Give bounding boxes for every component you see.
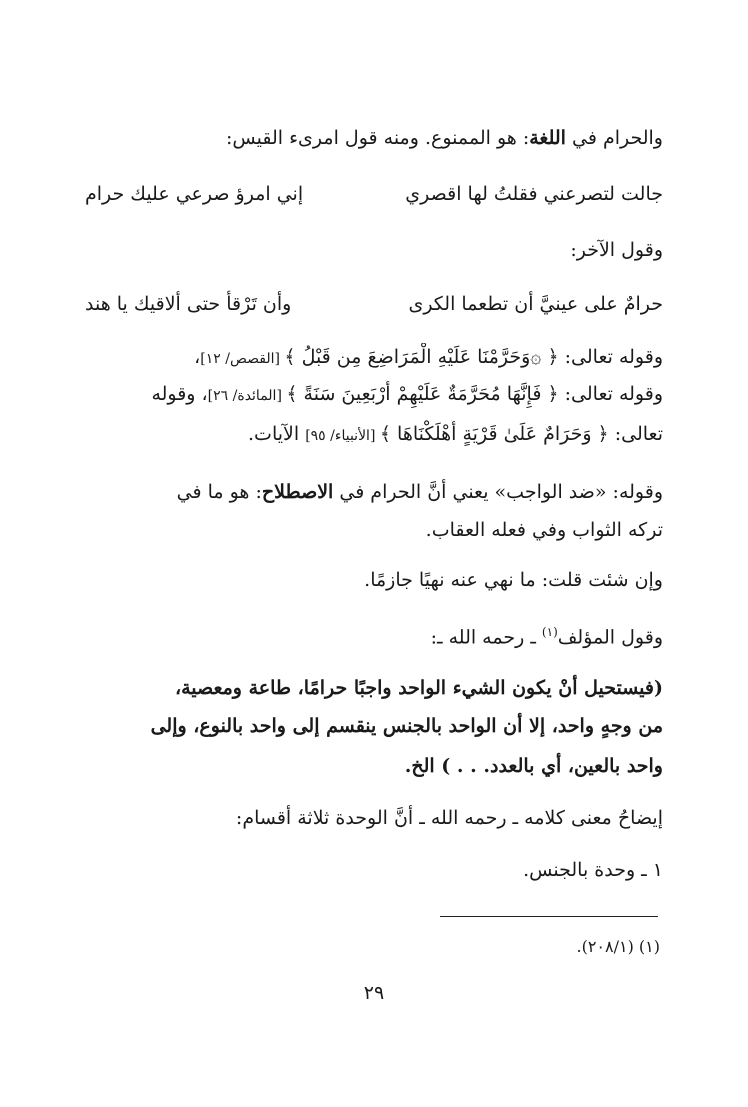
term-lugha: اللغة [529, 127, 566, 149]
explanation-line: إيضاحُ معنى كلامه ـ رحمه الله ـ أنَّ الوحدة ثلاثة أقسام: [235, 807, 663, 829]
verse-2-first-hemistich: حرامٌ على عينيَّ أن تطعما الكرى [408, 293, 663, 315]
verse-1-first-hemistich: جالت لتصرعني فقلتُ لها اقصري [405, 183, 663, 205]
division-item-1: ١ ـ وحدة بالجنس. [523, 859, 663, 881]
quran-verse-qasas: ﴿ ۞وَحَرَّمْنَا عَلَيْهِ الْمَرَاضِعَ مِن قَبْلُ ﴾ [284, 346, 559, 368]
other-poet-line: وقول الآخر: [570, 239, 663, 261]
alternate-definition: وإن شئت قلت: ما نهي عنه نهيًا جازمًا. [364, 569, 663, 591]
poetry-verse-1 [85, 180, 663, 208]
technical-definition-line-2: تركه الثواب وفي فعله العقاب. [425, 519, 663, 541]
footnote-1: (١) (٢٠٨/١). [576, 937, 660, 956]
quran-line-3: تعالى: ﴿ وَحَرَامٌ عَلَىٰ قَرْيَةٍ أَهْلَكْنَاهَا ﴾ [الأنبياء/ ٩٥] الآيات. [248, 423, 663, 445]
quran-verse-anbiya: ﴿ وَحَرَامٌ عَلَىٰ قَرْيَةٍ أَهْلَكْنَاهَا ﴾ [379, 423, 609, 445]
verse-1-second-hemistich: إني امرؤ صرعي عليك حرام [85, 183, 304, 205]
author-quote-intro: وقول المؤلف$^{(١)}$ ـ رحمه الله ـ: [430, 625, 663, 649]
verse-ref-anbiya: [الأنبياء/ ٩٥] [305, 428, 380, 444]
term-istilah: الاصطلاح [261, 481, 334, 503]
footnote-separator [440, 916, 658, 917]
verse-ref-maida: [المائدة/ ٢٦] [207, 388, 287, 404]
verse-2-second-hemistich: وأن تَرْقأ حتى ألاقيك يا هند [85, 293, 292, 315]
matn-line-3: واحد بالعين، أي بالعدد. . . ) الخ. [404, 755, 663, 777]
poetry-verse-2 [85, 290, 663, 318]
page-number: ٢٩ [363, 982, 385, 1004]
matn-line-2: من وجهٍ واحد، إلا أن الواحد بالجنس ينقسم إلى واحد بالنوع، وإلى [150, 715, 663, 737]
quran-verse-maida: ﴿ فَإِنَّهَا مُحَرَّمَةٌ عَلَيْهِمْ أَرْبَعِينَ سَنَةً ﴾ [286, 383, 559, 405]
matn-line-1: (فيستحيل أنْ يكون الشيء الواحد واجبًا حرامًا، طاعة ومعصية، [174, 677, 663, 699]
technical-definition-line-1: وقوله: «ضد الواجب» يعني أنَّ الحرام في الاصطلاح: هو ما في [176, 481, 663, 503]
definition-line: والحرام في اللغة: هو الممنوع. ومنه قول امرىء القيس: [226, 127, 663, 149]
quran-line-2: وقوله تعالى: ﴿ فَإِنَّهَا مُحَرَّمَةٌ عَلَيْهِمْ أَرْبَعِينَ سَنَةً ﴾ [المائدة/ ٢٦]، وقوله [151, 383, 663, 405]
verse-ref-qasas: [القصص/ ١٢] [200, 351, 285, 367]
footnote-marker: (١) [541, 625, 558, 639]
quran-line-1: وقوله تعالى: ﴿ ۞وَحَرَّمْنَا عَلَيْهِ الْمَرَاضِعَ مِن قَبْلُ ﴾ [القصص/ ١٢]، [194, 346, 663, 368]
